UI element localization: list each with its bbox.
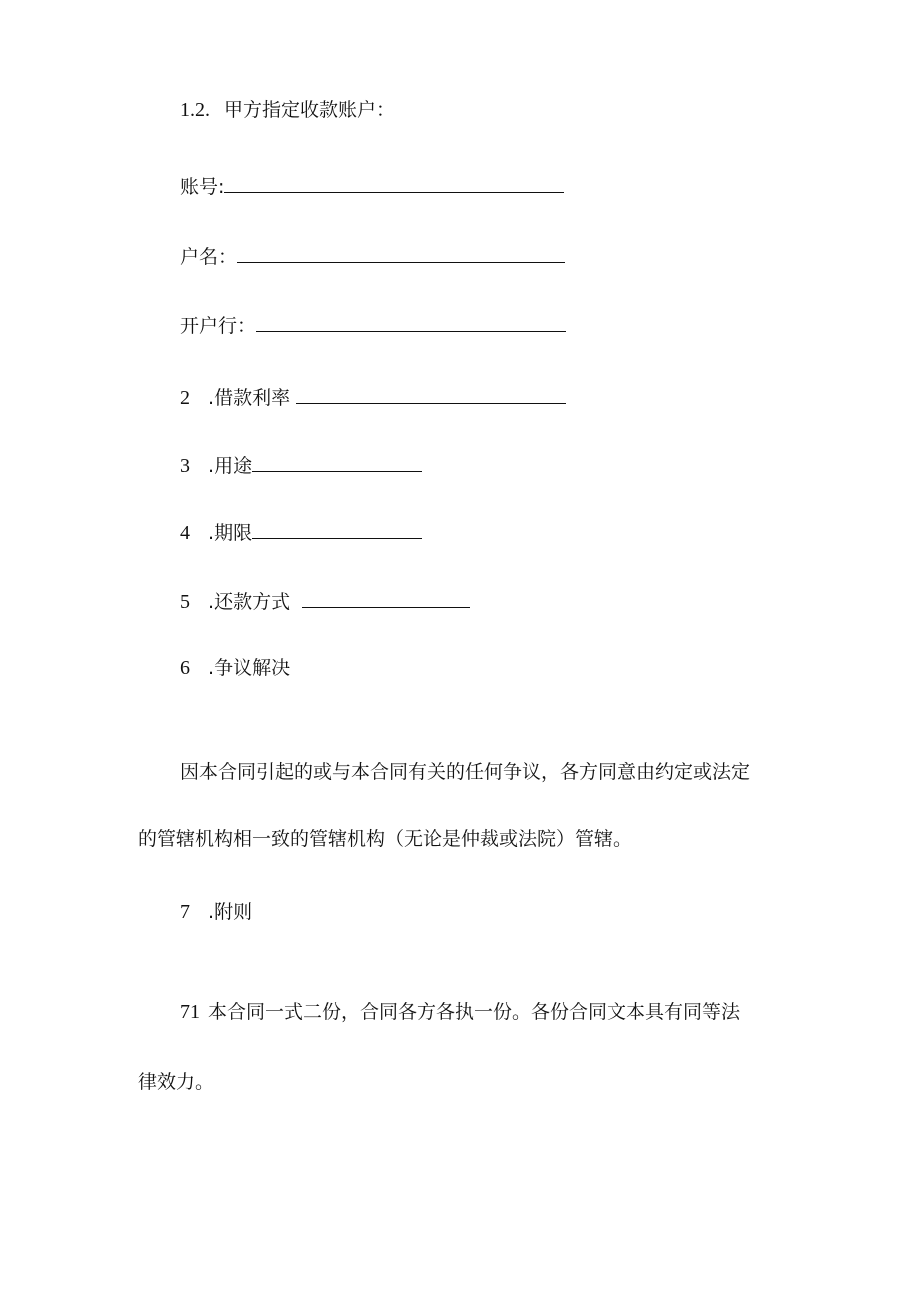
section-6-heading: [180, 656, 290, 680]
section-number: 2: [180, 387, 190, 409]
section-title: .还款方式: [208, 591, 291, 613]
account-number-label: 账号:: [180, 176, 225, 198]
account-number-row: [180, 174, 564, 199]
account-name-field[interactable]: [237, 244, 565, 263]
bank-row: [180, 313, 566, 338]
section-title: 甲方指定收款账户：: [224, 99, 396, 121]
term-field[interactable]: [252, 520, 422, 539]
section-number: 5: [180, 591, 190, 613]
section-1-2-heading: [180, 98, 395, 122]
section-title: .附则: [208, 901, 253, 923]
section-7-heading: [180, 900, 252, 924]
clause-text: 本合同一式二份，合同各方各执一份。各份合同文本具有同等法: [208, 1001, 741, 1023]
dispute-clause-line-2: 的管辖机构相一致的管辖机构（无论是仲裁或法院）管辖。: [138, 828, 633, 850]
section-4-row: [180, 520, 422, 545]
account-name-label: 户名：: [180, 246, 238, 268]
section-number: 3: [180, 455, 190, 477]
repayment-method-field[interactable]: [302, 589, 470, 608]
supplementary-clause-line-2: 律效力。: [138, 1071, 215, 1093]
clause-number: 71: [180, 1001, 200, 1023]
section-title: .期限: [208, 522, 253, 544]
purpose-field[interactable]: [252, 453, 422, 472]
section-title: .用途: [208, 455, 253, 477]
account-number-field[interactable]: [224, 174, 564, 193]
section-3-row: [180, 453, 422, 478]
supplementary-clause-line-1: [180, 1000, 740, 1024]
section-number: 7: [180, 901, 190, 923]
section-title: .借款利率: [208, 387, 291, 409]
interest-rate-field[interactable]: [296, 385, 566, 404]
section-title: .争议解决: [208, 657, 291, 679]
bank-label: 开户行：: [180, 315, 257, 337]
bank-field[interactable]: [256, 313, 566, 332]
section-2-row: [180, 385, 566, 410]
section-5-row: [180, 589, 470, 614]
section-number: 4: [180, 522, 190, 544]
dispute-clause-line-1: 因本合同引起的或与本合同有关的任何争议，各方同意由约定或法定: [180, 761, 751, 783]
account-name-row: [180, 244, 565, 269]
section-number: 6: [180, 657, 190, 679]
section-number: 1.2.: [180, 99, 210, 121]
